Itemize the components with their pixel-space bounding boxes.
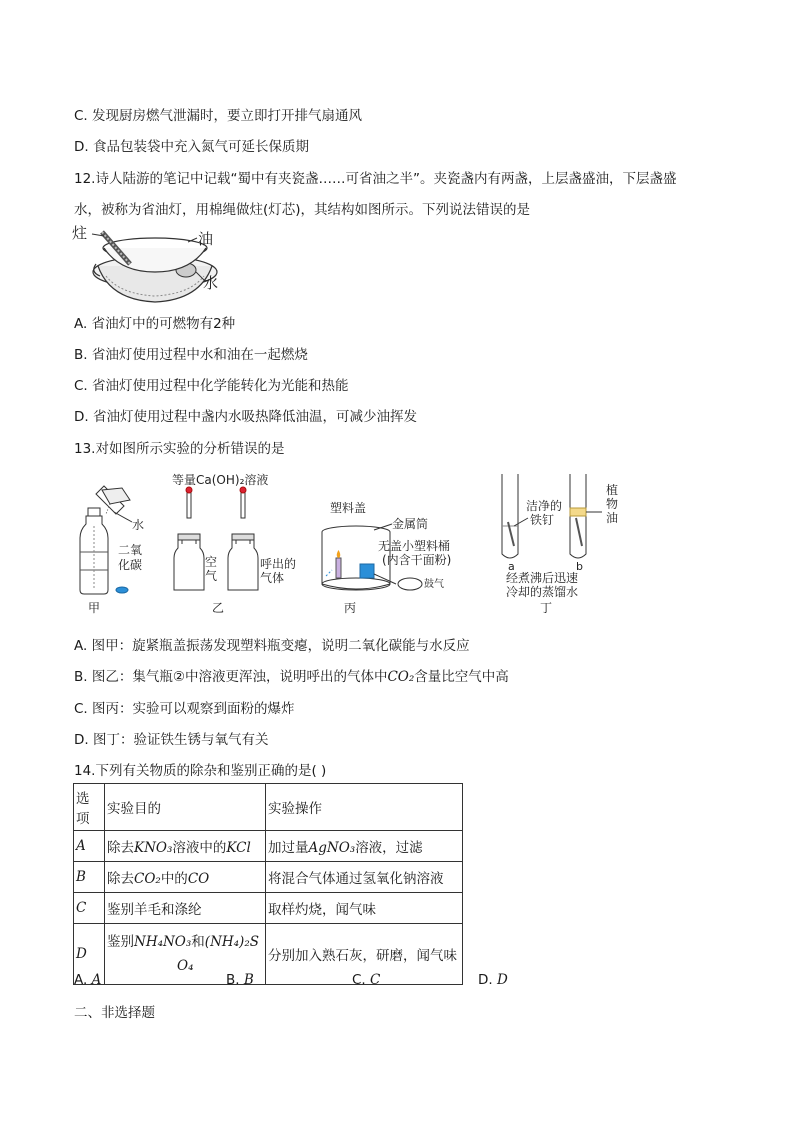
row-operation: 分别加入熟石灰，研磨，闻气味	[266, 924, 463, 985]
ding-a-label: a	[508, 560, 515, 573]
yi-caption: 乙	[212, 601, 225, 615]
ding-nail-label-2: 铁钉	[530, 513, 555, 527]
yi-air-label-1: 空	[205, 555, 218, 569]
q12-stem-line2: 水，被称为省油灯，用棉绳做炷(灯芯)，其结构如图所示。下列说法错误的是	[74, 202, 531, 218]
q14-answer-d: D. D	[478, 972, 508, 988]
ding-caption: 丁	[540, 601, 553, 615]
bing-blow-label: 鼓气	[424, 579, 444, 590]
yi-top-label: 等量Ca(OH)₂溶液	[172, 473, 269, 487]
jia-caption: 甲	[88, 601, 101, 615]
water-label: 水	[203, 274, 219, 292]
table-row	[74, 831, 463, 862]
oil-label: 油	[198, 230, 214, 248]
bing-lid-label: 塑料盖	[330, 501, 367, 515]
row-goal: 除去KNO₃溶液中的KCl	[105, 831, 266, 862]
ding-b-label: b	[576, 560, 583, 573]
row-operation: 加过量AgNO₃溶液，过滤	[266, 831, 463, 862]
jia-water-label: 水	[132, 518, 145, 532]
panel-yi	[172, 472, 296, 615]
bing-bucket-label-1: 无盖小塑料桶	[378, 539, 451, 553]
table-row	[74, 893, 463, 924]
q13-option-a: A. 图甲：旋紧瓶盖振荡发现塑料瓶变瘪，说明二氧化碳能与水反应	[74, 638, 470, 654]
wick-label: 炷	[72, 224, 88, 242]
q13-option-b: B. 图乙：集气瓶②中溶液更浑浊，说明呼出的气体中CO₂含量比空气中高	[74, 669, 509, 685]
yi-exhaled-label-2: 气体	[260, 571, 285, 585]
q13-stem: 13.对如图所示实验的分析错误的是	[74, 441, 285, 457]
panel-ding	[502, 474, 618, 615]
row-option: A	[74, 831, 105, 862]
ding-water-label-2: 冷却的蒸馏水	[506, 585, 579, 599]
q12-stem-line1: 12.诗人陆游的笔记中记载“蜀中有夹瓷盏……可省油之半”。夹瓷盏内有两盏，上层盏盛油，下层盏盛	[74, 171, 677, 187]
row-goal: 鉴别NH₄NO₃和(NH₄)₂S O₄	[105, 924, 266, 985]
header-operation: 实验操作	[266, 784, 463, 831]
q12-option-a: A. 省油灯中的可燃物有2种	[74, 316, 236, 332]
header-option: 选项	[74, 784, 105, 831]
panel-bing	[322, 500, 451, 615]
yi-air-label-2: 气	[205, 569, 218, 583]
row-goal: 鉴别羊毛和涤纶	[105, 893, 266, 924]
q14-answer-c: C. C	[352, 972, 381, 988]
q14-table	[73, 783, 463, 985]
header-goal: 实验目的	[105, 784, 266, 831]
q12-option-b: B. 省油灯使用过程中水和油在一起燃烧	[74, 347, 308, 363]
ding-oil-label-1: 植	[606, 483, 619, 497]
oil-lamp-figure	[70, 224, 230, 306]
row-option: D	[74, 924, 105, 985]
ding-water-label-1: 经煮沸后迅速	[506, 571, 579, 585]
jia-co2-label-1: 二氧	[118, 543, 143, 557]
table-row	[74, 924, 463, 985]
q11-option-d: D. 食品包装袋中充入氮气可延长保质期	[74, 139, 309, 155]
bing-can-label: 金属筒	[392, 517, 429, 531]
q13-option-c: C. 图丙：实验可以观察到面粉的爆炸	[74, 701, 295, 717]
q13-option-d: D. 图丁：验证铁生锈与氧气有关	[74, 732, 269, 748]
yi-exhaled-label-1: 呼出的	[260, 557, 297, 571]
panel-jia	[80, 486, 144, 615]
q14-answer-a: A. A	[74, 972, 102, 988]
q14-stem: 14.下列有关物质的除杂和鉴别正确的是( )	[74, 763, 327, 779]
table-row	[74, 862, 463, 893]
row-option: C	[74, 893, 105, 924]
q11-option-c: C. 发现厨房燃气泄漏时，要立即打开排气扇通风	[74, 108, 363, 124]
row-option: B	[74, 862, 105, 893]
q12-option-d: D. 省油灯使用过程中盏内水吸热降低油温，可减少油挥发	[74, 409, 417, 425]
row-operation: 将混合气体通过氢氧化钠溶液	[266, 862, 463, 893]
row-goal: 除去CO₂中的CO	[105, 862, 266, 893]
ding-nail-label-1: 洁净的	[526, 499, 563, 513]
q13-figure	[74, 466, 654, 616]
ding-oil-label-3: 油	[606, 511, 619, 525]
q14-answer-b: B. B	[226, 972, 254, 988]
row-operation: 取样灼烧，闻气味	[266, 893, 463, 924]
bing-caption: 丙	[344, 601, 357, 615]
ding-oil-label-2: 物	[606, 497, 619, 511]
q12-option-c: C. 省油灯使用过程中化学能转化为光能和热能	[74, 378, 349, 394]
table-header-row	[74, 784, 463, 831]
jia-co2-label-2: 化碳	[118, 558, 143, 572]
section-heading: 二、非选择题	[74, 1005, 155, 1021]
bing-bucket-label-2: (内含干面粉)	[382, 553, 452, 567]
